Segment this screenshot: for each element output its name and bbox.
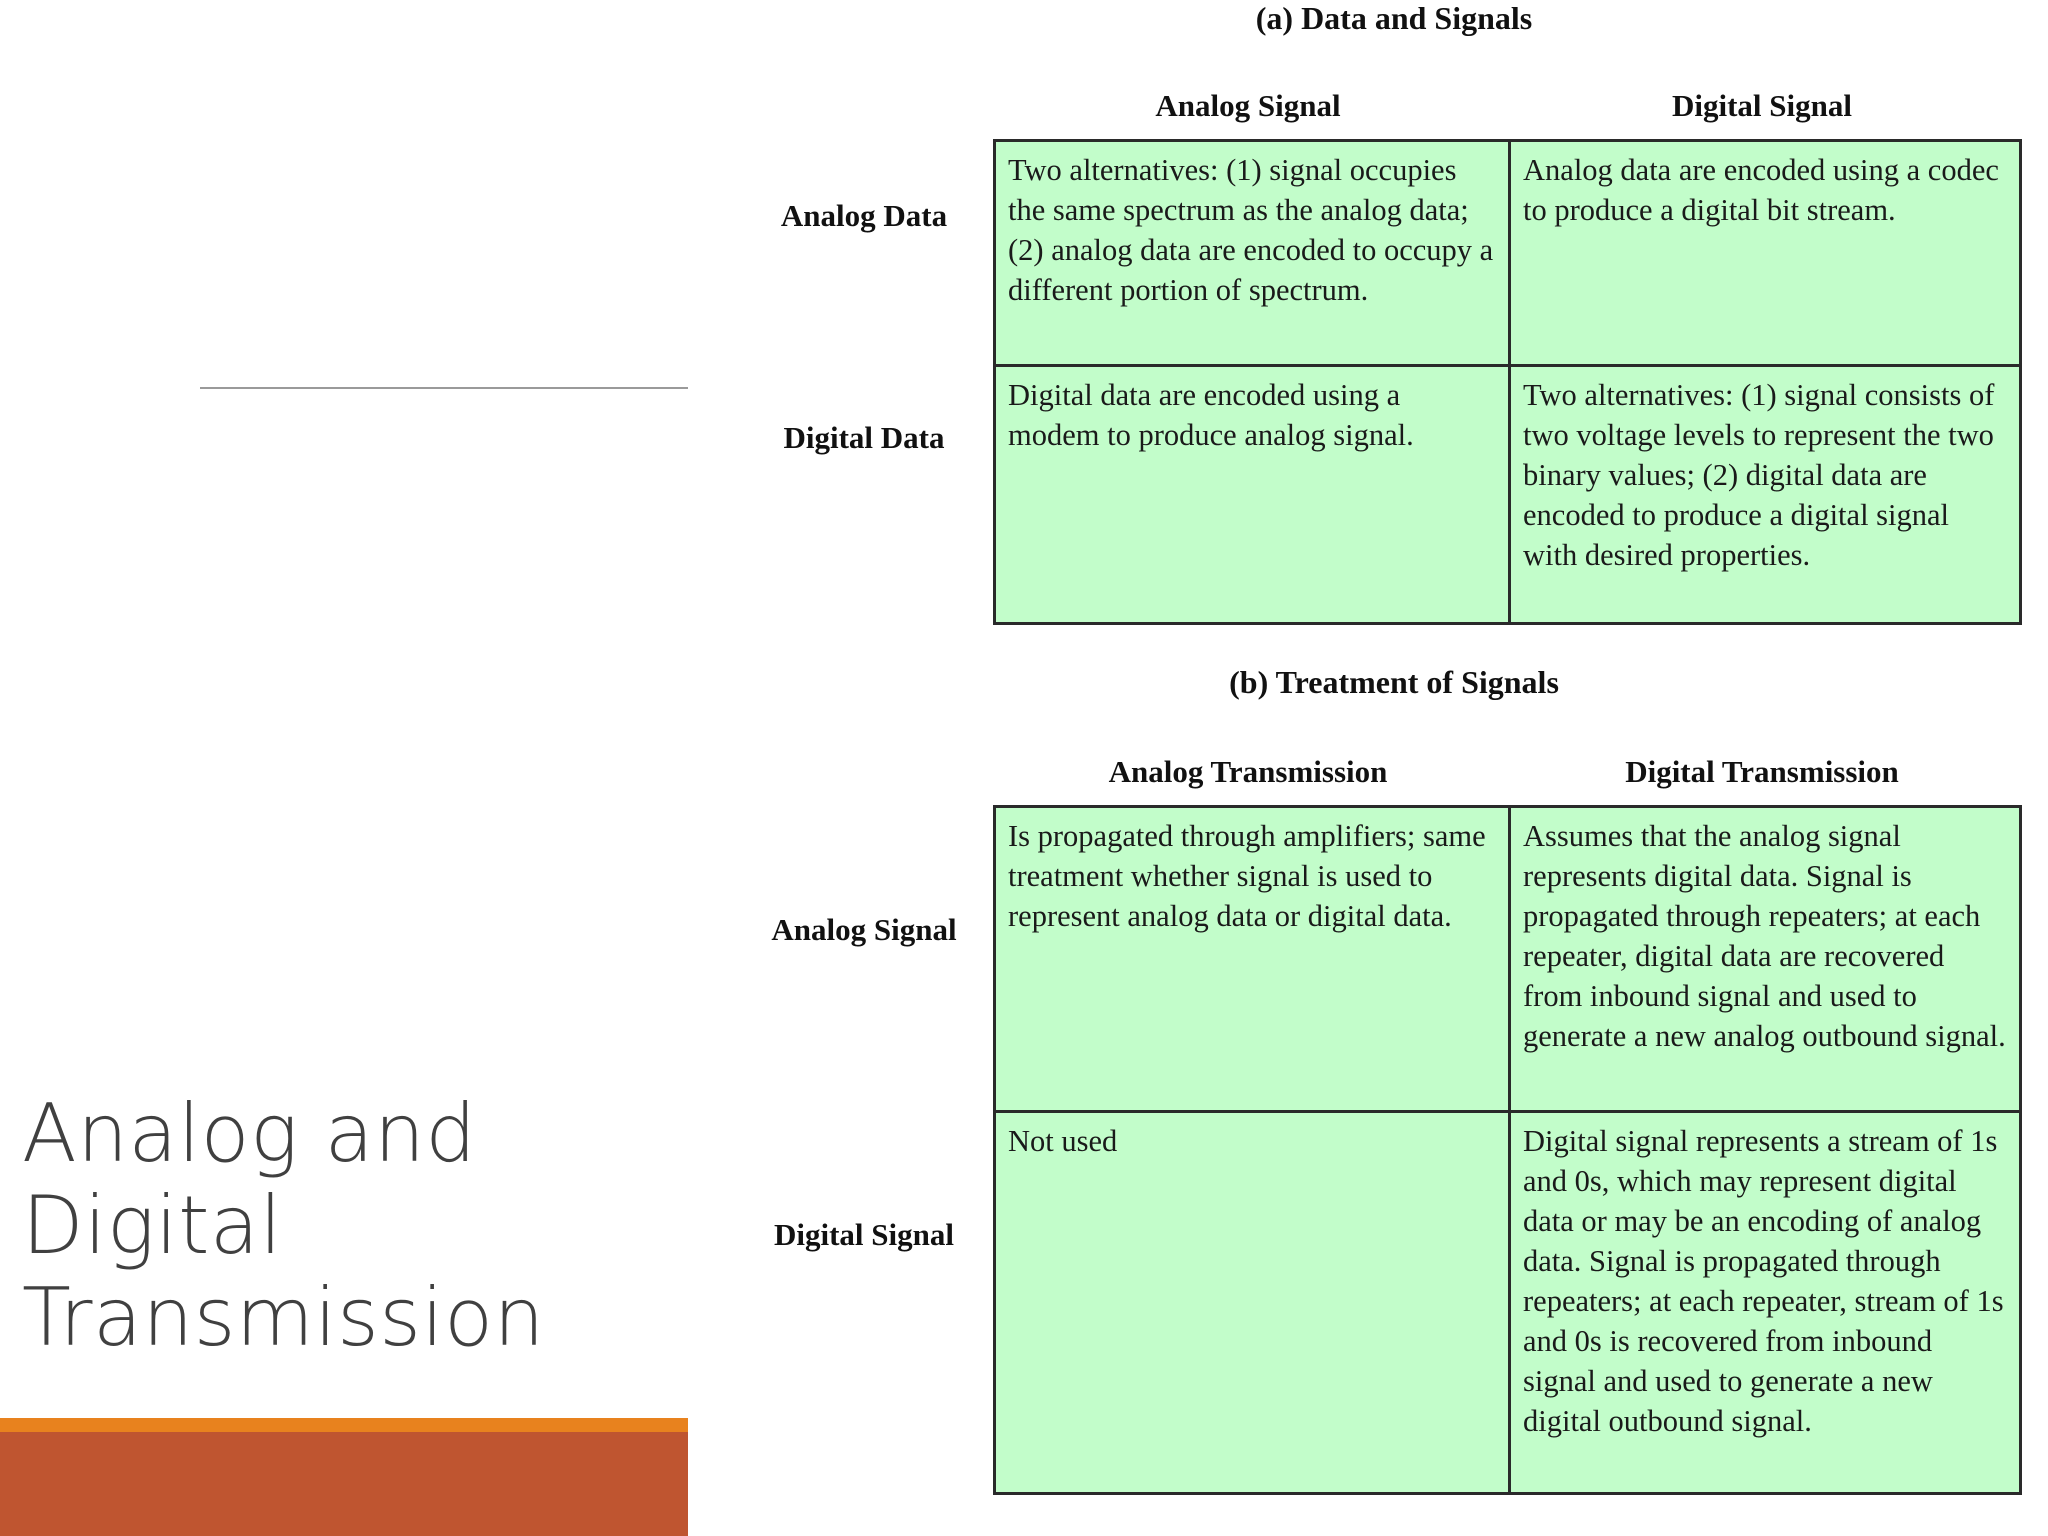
- part-a-title: (a) Data and Signals: [1255, 0, 1533, 36]
- part-b-row-header-analog-signal: Analog Signal: [771, 912, 957, 947]
- part-a-table: [993, 139, 2022, 625]
- part-b-cell-analog-signal-analog-transmission: Is propagated through amplifiers; same treatment whether signal is used to represent analog data or digital data.: [996, 808, 1508, 1110]
- part-a-col-header-digital-signal: Digital Signal: [1671, 88, 1852, 123]
- part-b-cell-digital-signal-digital-transmission: Digital signal represents a stream of 1s and 0s, which may represent digital data or may be an encoding of analog data. Signal is propagated through repeaters; at each repeater, stream of 1s and 0s is recovered from inbound signal and used to generate a new digital outbound signal.: [1508, 1110, 2019, 1492]
- slide-title-line-1: Analog and: [22, 1087, 477, 1180]
- part-a-col-header-analog-signal: Analog Signal: [1155, 88, 1341, 123]
- part-b-col-header-analog-transmission: Analog Transmission: [1108, 754, 1388, 789]
- part-a-row-header-digital-data: Digital Data: [783, 420, 945, 455]
- slide-title-line-2: Digital: [22, 1179, 283, 1272]
- part-b-cell-digital-signal-analog-transmission: Not used: [996, 1110, 1508, 1492]
- part-a-row-header-analog-data: Analog Data: [780, 198, 948, 233]
- part-b-title: (b) Treatment of Signals: [1229, 664, 1559, 700]
- accent-stripe: [0, 1418, 688, 1432]
- part-a-cell-analog-data-digital-signal: Analog data are encoded using a codec to produce a digital bit stream.: [1508, 142, 2019, 364]
- slide-left-panel: [0, 0, 688, 1536]
- divider-line: [200, 387, 688, 389]
- part-b-row-header-digital-signal: Digital Signal: [773, 1217, 954, 1252]
- part-a-cell-digital-data-digital-signal: Two alternatives: (1) signal consists of two voltage levels to represent the two binary values; (2) digital data are encoded to produce a digital signal with desired properties.: [1508, 364, 2019, 622]
- part-b-cell-analog-signal-digital-transmission: Assumes that the analog signal represents digital data. Signal is propagated through repeaters; at each repeater, digital data are recovered from inbound signal and used to generate a new analog outbound signal.: [1508, 808, 2019, 1110]
- slide-title: [22, 1088, 662, 1364]
- part-b-col-header-digital-transmission: Digital Transmission: [1625, 754, 1899, 789]
- slide-title-line-3: Transmission: [22, 1271, 545, 1364]
- accent-block: [0, 1432, 688, 1536]
- figure-data-and-signals: [740, 0, 2048, 1536]
- part-a-cell-digital-data-analog-signal: Digital data are encoded using a modem to produce analog signal.: [996, 364, 1508, 622]
- part-a-cell-analog-data-analog-signal: Two alternatives: (1) signal occupies the same spectrum as the analog data; (2) analog data are encoded to occupy a different portion of spectrum.: [996, 142, 1508, 364]
- part-b-table: [993, 805, 2022, 1495]
